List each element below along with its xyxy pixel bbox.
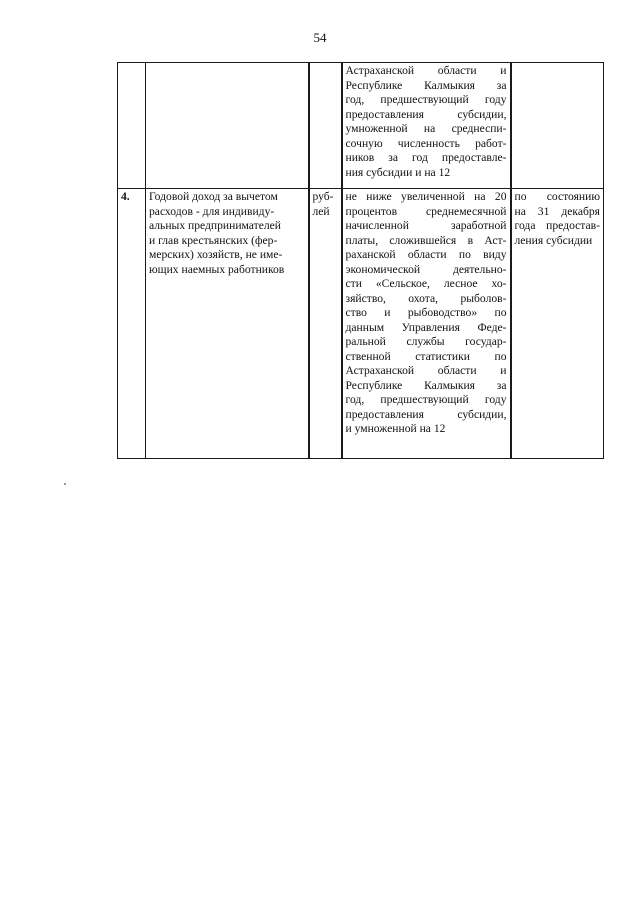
text-line: и умноженной на 12: [345, 422, 446, 435]
indicator-cell: [146, 63, 309, 189]
indicator-cell: [146, 189, 309, 459]
text-line: предоставления субсидии,: [345, 407, 507, 421]
value-cell: [342, 63, 511, 189]
text-line: расходов - для индивиду-: [149, 204, 275, 218]
table-row: [118, 63, 604, 189]
text-line: Астраханской области и: [345, 364, 507, 377]
text-line: ния субсидии и на 12: [345, 165, 451, 179]
criteria-table: [117, 62, 604, 459]
text-line: Республике Калмыкия за: [345, 78, 507, 92]
row-number-cell: [118, 63, 146, 189]
value-cell: [342, 189, 511, 459]
text-line: Астраханской области и: [345, 64, 507, 77]
text-line: начисленной заработной: [345, 219, 507, 232]
text-line: не ниже увеличенной на 20: [345, 190, 507, 203]
text-line: умноженной на среднеспи-: [345, 122, 507, 135]
text-line: года предостав-: [514, 219, 600, 232]
text-line: и глав крестьянских (фер-: [149, 233, 278, 247]
unit-cell: [309, 189, 342, 459]
unit-cell: [309, 63, 342, 189]
text-line: ников за год предоставле-: [345, 151, 507, 164]
text-line: раханской области по виду: [345, 248, 507, 261]
text-line: ральной службы государ-: [345, 335, 507, 348]
text-line: зяйство, охота, рыболов-: [345, 291, 507, 305]
text-line: по состоянию: [514, 190, 600, 203]
text-line: платы, сложившейся в Аст-: [345, 233, 507, 247]
table-row: [118, 189, 604, 459]
page-number: 54: [313, 30, 327, 45]
text-line: ство и рыбоводство» по: [345, 306, 507, 319]
text-line: Годовой доход за вычетом: [149, 190, 278, 203]
text-line: ющих наемных работников: [149, 262, 285, 276]
text-line: на 31 декабря: [514, 204, 600, 218]
text-line: сти «Сельское, лесное хо-: [345, 277, 507, 290]
date-cell: [511, 63, 604, 189]
text-line: год, предшествующий году: [345, 93, 507, 106]
text-line: альных предпринимателей: [149, 219, 281, 232]
scan-speck: [64, 483, 66, 485]
text-line: процентов среднемесячной: [345, 204, 507, 218]
text-line: мерских) хозяйств, не име-: [149, 248, 283, 261]
text-line: год, предшествующий году: [345, 393, 507, 406]
date-cell: [511, 189, 604, 459]
text-line: сочную численность работ-: [345, 136, 507, 150]
text-line: лей: [312, 204, 330, 218]
text-line: ления субсидии: [514, 233, 593, 247]
text-line: данным Управления Феде-: [345, 320, 507, 334]
text-line: предоставления субсидии,: [345, 107, 507, 121]
text-line: экономической деятельно-: [345, 262, 507, 276]
text-line: ственной статистики по: [345, 349, 507, 363]
row-number-cell: 4.: [118, 189, 146, 459]
text-line: руб-: [312, 190, 334, 203]
text-line: Республике Калмыкия за: [345, 378, 507, 392]
